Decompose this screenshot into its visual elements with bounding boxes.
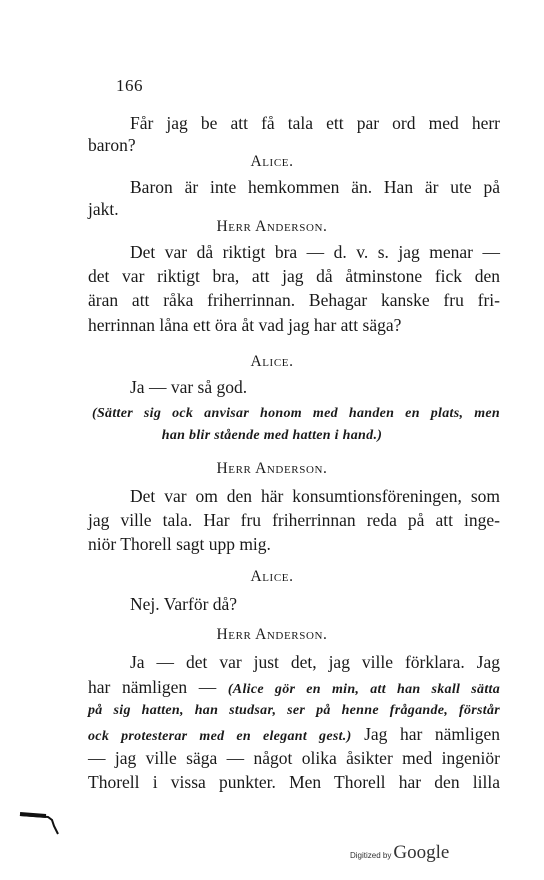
digitized-label: Digitized by (350, 851, 392, 860)
speaker-name: Herr Anderson. (216, 626, 328, 643)
google-logo: Google (393, 842, 450, 863)
ink-mark (18, 812, 62, 838)
stage-direction: (Alice gör en min, att han skall sätta (227, 682, 500, 697)
dialogue-line: — jag ville säga — något olika åsikter med ingeniör (88, 748, 500, 768)
dialogue-line: Ja — var så god. (130, 377, 248, 397)
dialogue-line: Ja — det var just det, jag ville förklara. Jag (130, 652, 500, 672)
dialogue-line: Baron är inte hemkommen än. Han är ute på (130, 177, 500, 197)
dialogue-line: Får jag be att få tala ett par ord med herr (130, 113, 500, 133)
digitized-by-footer (350, 842, 449, 866)
stage-direction: (Sätter sig ock anvisar honom med handen en plats, men (92, 406, 500, 421)
dialogue-line: Det var då riktigt bra — d. v. s. jag menar — (130, 242, 500, 262)
stage-direction: ock protesterar med en elegant gest.) (88, 729, 352, 744)
dialogue-line: det var riktigt bra, att jag då åtminstone fick den (88, 266, 500, 286)
dialogue-line: Det var om den här konsumtionsföreningen, som (130, 486, 500, 506)
dialogue-line: Nej. Varför då? (130, 594, 238, 614)
speaker-name: Alice. (250, 568, 294, 585)
mixed-line (88, 724, 500, 747)
page-number: 166 (116, 76, 143, 95)
dialogue-line: niör Thorell sagt upp mig. (88, 534, 271, 554)
dialogue-text: har nämligen — (88, 677, 228, 697)
speaker-name: Alice. (250, 353, 294, 370)
mixed-line (88, 677, 500, 700)
dialogue-line: jakt. (88, 199, 119, 219)
stage-direction: på sig hatten, han studsar, ser på henne frågande, förstår (88, 703, 500, 718)
speaker-name: Herr Anderson. (216, 218, 328, 235)
dialogue-line: äran att råka friherrinnan. Behagar kanske fru fri- (88, 290, 500, 310)
dialogue-line: jag ville tala. Har fru friherrinnan reda på att inge- (88, 510, 500, 530)
dialogue-line: Thorell i vissa punkter. Men Thorell har den lilla (88, 772, 500, 792)
dialogue-text: Jag har nämligen (351, 724, 501, 744)
speaker-name: Alice. (250, 153, 294, 170)
dialogue-line: baron? (88, 135, 136, 155)
stage-direction: han blir stående med hatten i hand.) (161, 428, 383, 443)
dialogue-line: herrinnan låna ett öra åt vad jag har att säga? (88, 315, 402, 335)
speaker-name: Herr Anderson. (216, 460, 328, 477)
